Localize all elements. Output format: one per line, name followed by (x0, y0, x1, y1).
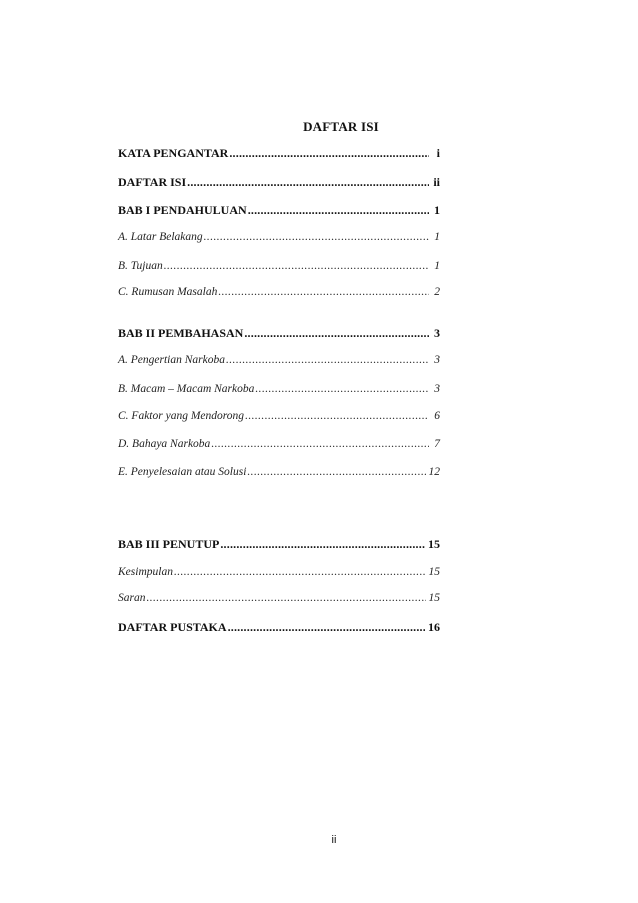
toc-entry-bahaya-narkoba (118, 437, 440, 451)
toc-entry-label: B. Tujuan (118, 260, 163, 272)
toc-entry-pengertian-narkoba (118, 353, 440, 367)
toc-entry-faktor-mendorong (118, 409, 440, 423)
toc-entry-page: i (436, 146, 440, 160)
toc-entry-tujuan (118, 259, 440, 273)
toc-entry-page: 1 (434, 260, 440, 272)
dot-leader (187, 175, 429, 189)
toc-entry-label: DAFTAR PUSTAKA (118, 620, 227, 634)
toc-entry-page: 16 (428, 620, 440, 634)
toc-entry-daftar-pustaka (118, 620, 440, 634)
toc-entry-page: 1 (434, 203, 440, 217)
dot-leader (245, 409, 429, 423)
toc-entry-label: B. Macam – Macam Narkoba (118, 383, 255, 395)
toc-entry-page: ii (433, 175, 440, 189)
toc-entry-label: A. Pengertian Narkoba (118, 354, 225, 366)
dot-leader (247, 465, 425, 479)
toc-entry-page: 15 (428, 566, 440, 578)
toc-entry-label: Saran (118, 592, 146, 604)
toc-entry-bab-3 (118, 537, 440, 551)
toc-entry-page: 3 (434, 326, 440, 340)
dot-leader (228, 620, 425, 634)
toc-entry-label: A. Latar Belakang (118, 231, 203, 243)
dot-leader (244, 326, 429, 340)
toc-entry-page: 2 (434, 286, 440, 298)
toc-entry-page: 3 (434, 354, 440, 366)
toc-entry-label: D. Bahaya Narkoba (118, 438, 211, 450)
toc-entry-label: KATA PENGANTAR (118, 146, 229, 160)
toc-entry-page: 1 (434, 231, 440, 243)
dot-leader (211, 437, 429, 451)
toc-entry-label: E. Penyelesaian atau Solusi (118, 466, 247, 478)
toc-entry-rumusan-masalah (118, 285, 440, 299)
dot-leader (204, 230, 429, 244)
dot-leader (255, 382, 429, 396)
toc-entry-page: 15 (428, 592, 440, 604)
toc-entry-label: DAFTAR ISI (118, 175, 187, 189)
toc-entry-label: BAB III PENUTUP (118, 537, 220, 551)
toc-entry-label: C. Rumusan Masalah (118, 286, 218, 298)
toc-entry-label: C. Faktor yang Mendorong (118, 410, 245, 422)
footer-page-number: ii (331, 834, 337, 846)
toc-entry-label: Kesimpulan (118, 566, 173, 578)
dot-leader (146, 591, 425, 605)
page-title: DAFTAR ISI (303, 119, 379, 134)
toc-entry-kata-pengantar (118, 146, 440, 160)
toc-entry-daftar-isi (118, 175, 440, 189)
dot-leader (220, 537, 425, 551)
dot-leader (248, 203, 429, 217)
toc-entry-page: 12 (428, 466, 440, 478)
dot-leader (229, 146, 429, 160)
toc-entry-label: BAB II PEMBAHASAN (118, 326, 244, 340)
toc-entry-macam-narkoba (118, 382, 440, 396)
toc-entry-label: BAB I PENDAHULUAN (118, 203, 247, 217)
dot-leader (218, 285, 429, 299)
toc-entry-page: 15 (428, 537, 440, 551)
toc-entry-page: 6 (434, 410, 440, 422)
dot-leader (164, 259, 429, 273)
dot-leader (226, 353, 429, 367)
dot-leader (174, 565, 426, 579)
toc-entry-bab-2 (118, 326, 440, 340)
toc-entry-page: 7 (434, 438, 440, 450)
toc-entry-saran (118, 591, 440, 605)
toc-entry-kesimpulan (118, 565, 440, 579)
toc-entry-penyelesaian (118, 465, 440, 479)
toc-entry-bab-1 (118, 203, 440, 217)
toc-entry-page: 3 (434, 383, 440, 395)
toc-entry-latar-belakang (118, 230, 440, 244)
